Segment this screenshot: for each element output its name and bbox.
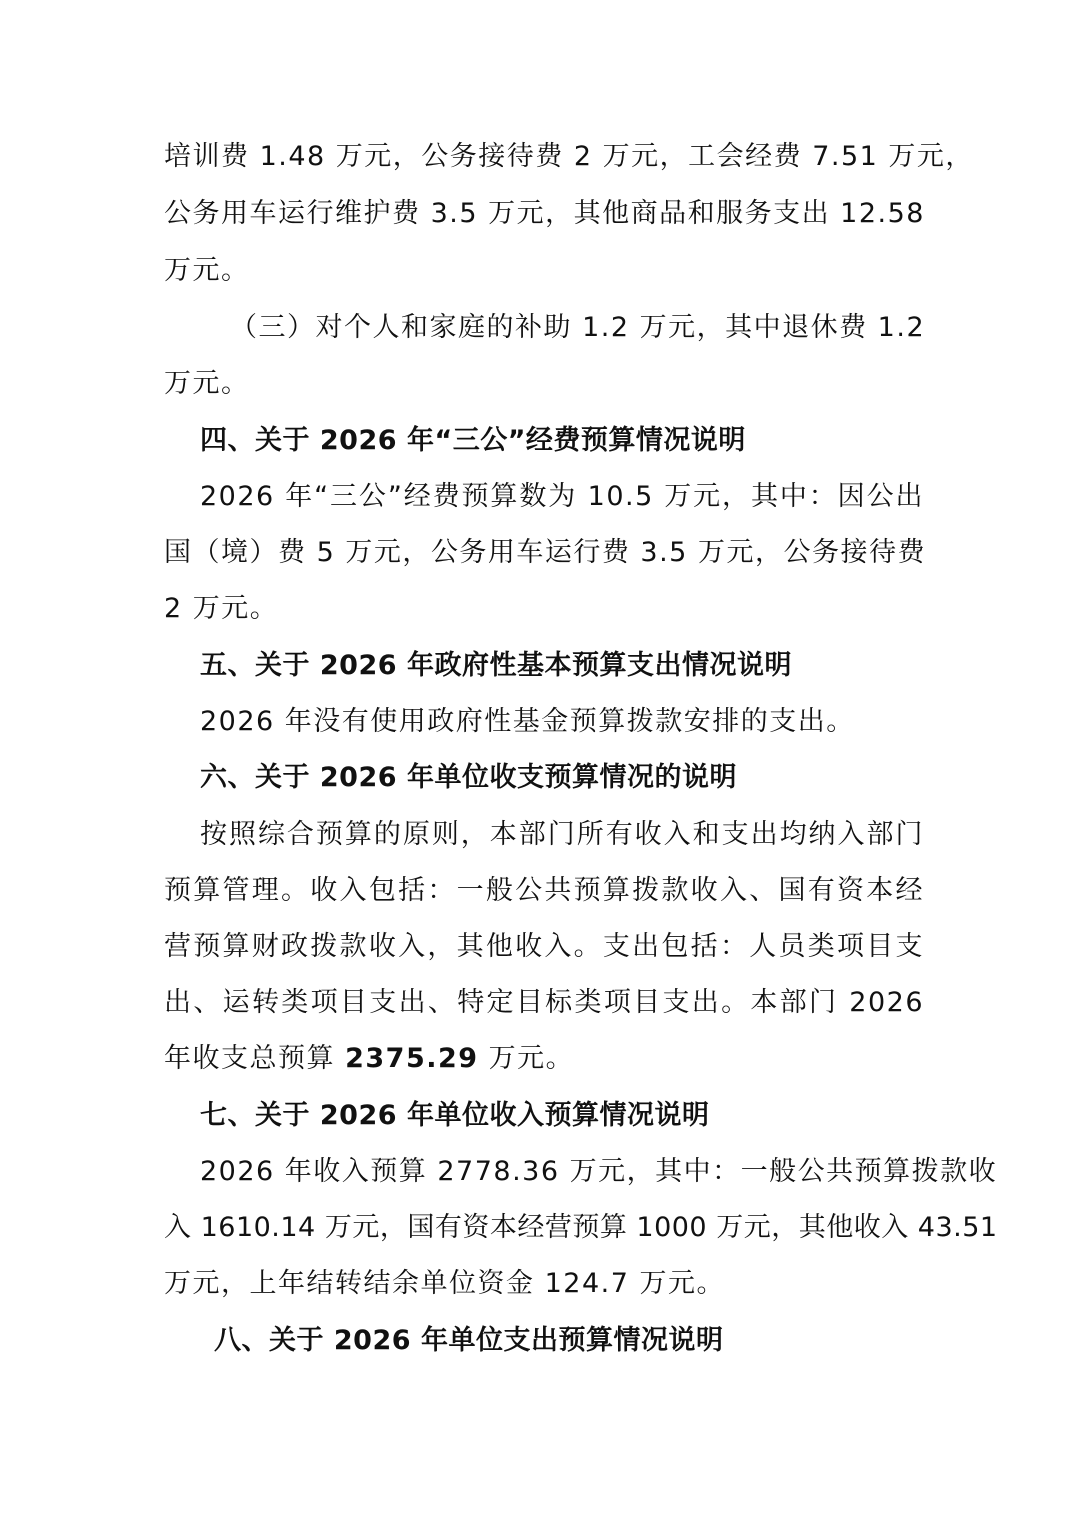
bold-amount: 2375.29 xyxy=(345,1043,479,1074)
paragraph-line: 公务用车运行维护费 3.5 万元，其他商品和服务支出 12.58 xyxy=(164,198,925,229)
section-heading-5: 五、关于 2026 年政府性基本预算支出情况说明 xyxy=(200,650,792,681)
text-run: 万元。 xyxy=(488,1043,575,1074)
text-run: 年收支总预算 xyxy=(164,1043,335,1074)
paragraph-line: 入 1610.14 万元，国有资本经营预算 1000 万元，其他收入 43.51 xyxy=(164,1212,998,1243)
paragraph-line: 2 万元。 xyxy=(164,593,279,624)
paragraph-line: （三）对个人和家庭的补助 1.2 万元，其中退休费 1.2 xyxy=(230,312,926,343)
paragraph-line: 国（境）费 5 万元，公务用车运行费 3.5 万元，公务接待费 xyxy=(164,537,926,568)
paragraph-line: 2026 年“三公”经费预算数为 10.5 万元，其中：因公出 xyxy=(200,481,924,512)
paragraph-line: 万元。 xyxy=(164,255,250,286)
paragraph-line: 2026 年收入预算 2778.36 万元，其中：一般公共预算拨款收 xyxy=(200,1156,998,1187)
paragraph-line: 培训费 1.48 万元，公务接待费 2 万元，工会经费 7.51 万元， xyxy=(164,141,974,172)
paragraph-line: 万元，上年结转结余单位资金 124.7 万元。 xyxy=(164,1268,725,1299)
paragraph-line: 按照综合预算的原则，本部门所有收入和支出均纳入部门 xyxy=(200,819,924,850)
section-heading-6: 六、关于 2026 年单位收支预算情况的说明 xyxy=(200,762,737,793)
paragraph-line: 预算管理。收入包括：一般公共预算拨款收入、国有资本经 xyxy=(164,875,924,906)
paragraph-line: 营预算财政拨款收入，其他收入。支出包括：人员类项目支 xyxy=(164,931,924,962)
section-heading-8: 八、关于 2026 年单位支出预算情况说明 xyxy=(214,1325,724,1356)
paragraph-line: 万元。 xyxy=(164,368,250,399)
paragraph-line: 出、运转类项目支出、特定目标类项目支出。本部门 2026 xyxy=(164,987,924,1018)
paragraph-line xyxy=(164,1039,924,1079)
section-heading-4: 四、关于 2026 年“三公”经费预算情况说明 xyxy=(200,425,746,456)
paragraph-line: 2026 年没有使用政府性基金预算拨款安排的支出。 xyxy=(200,706,855,737)
section-heading-7: 七、关于 2026 年单位收入预算情况说明 xyxy=(200,1100,710,1131)
